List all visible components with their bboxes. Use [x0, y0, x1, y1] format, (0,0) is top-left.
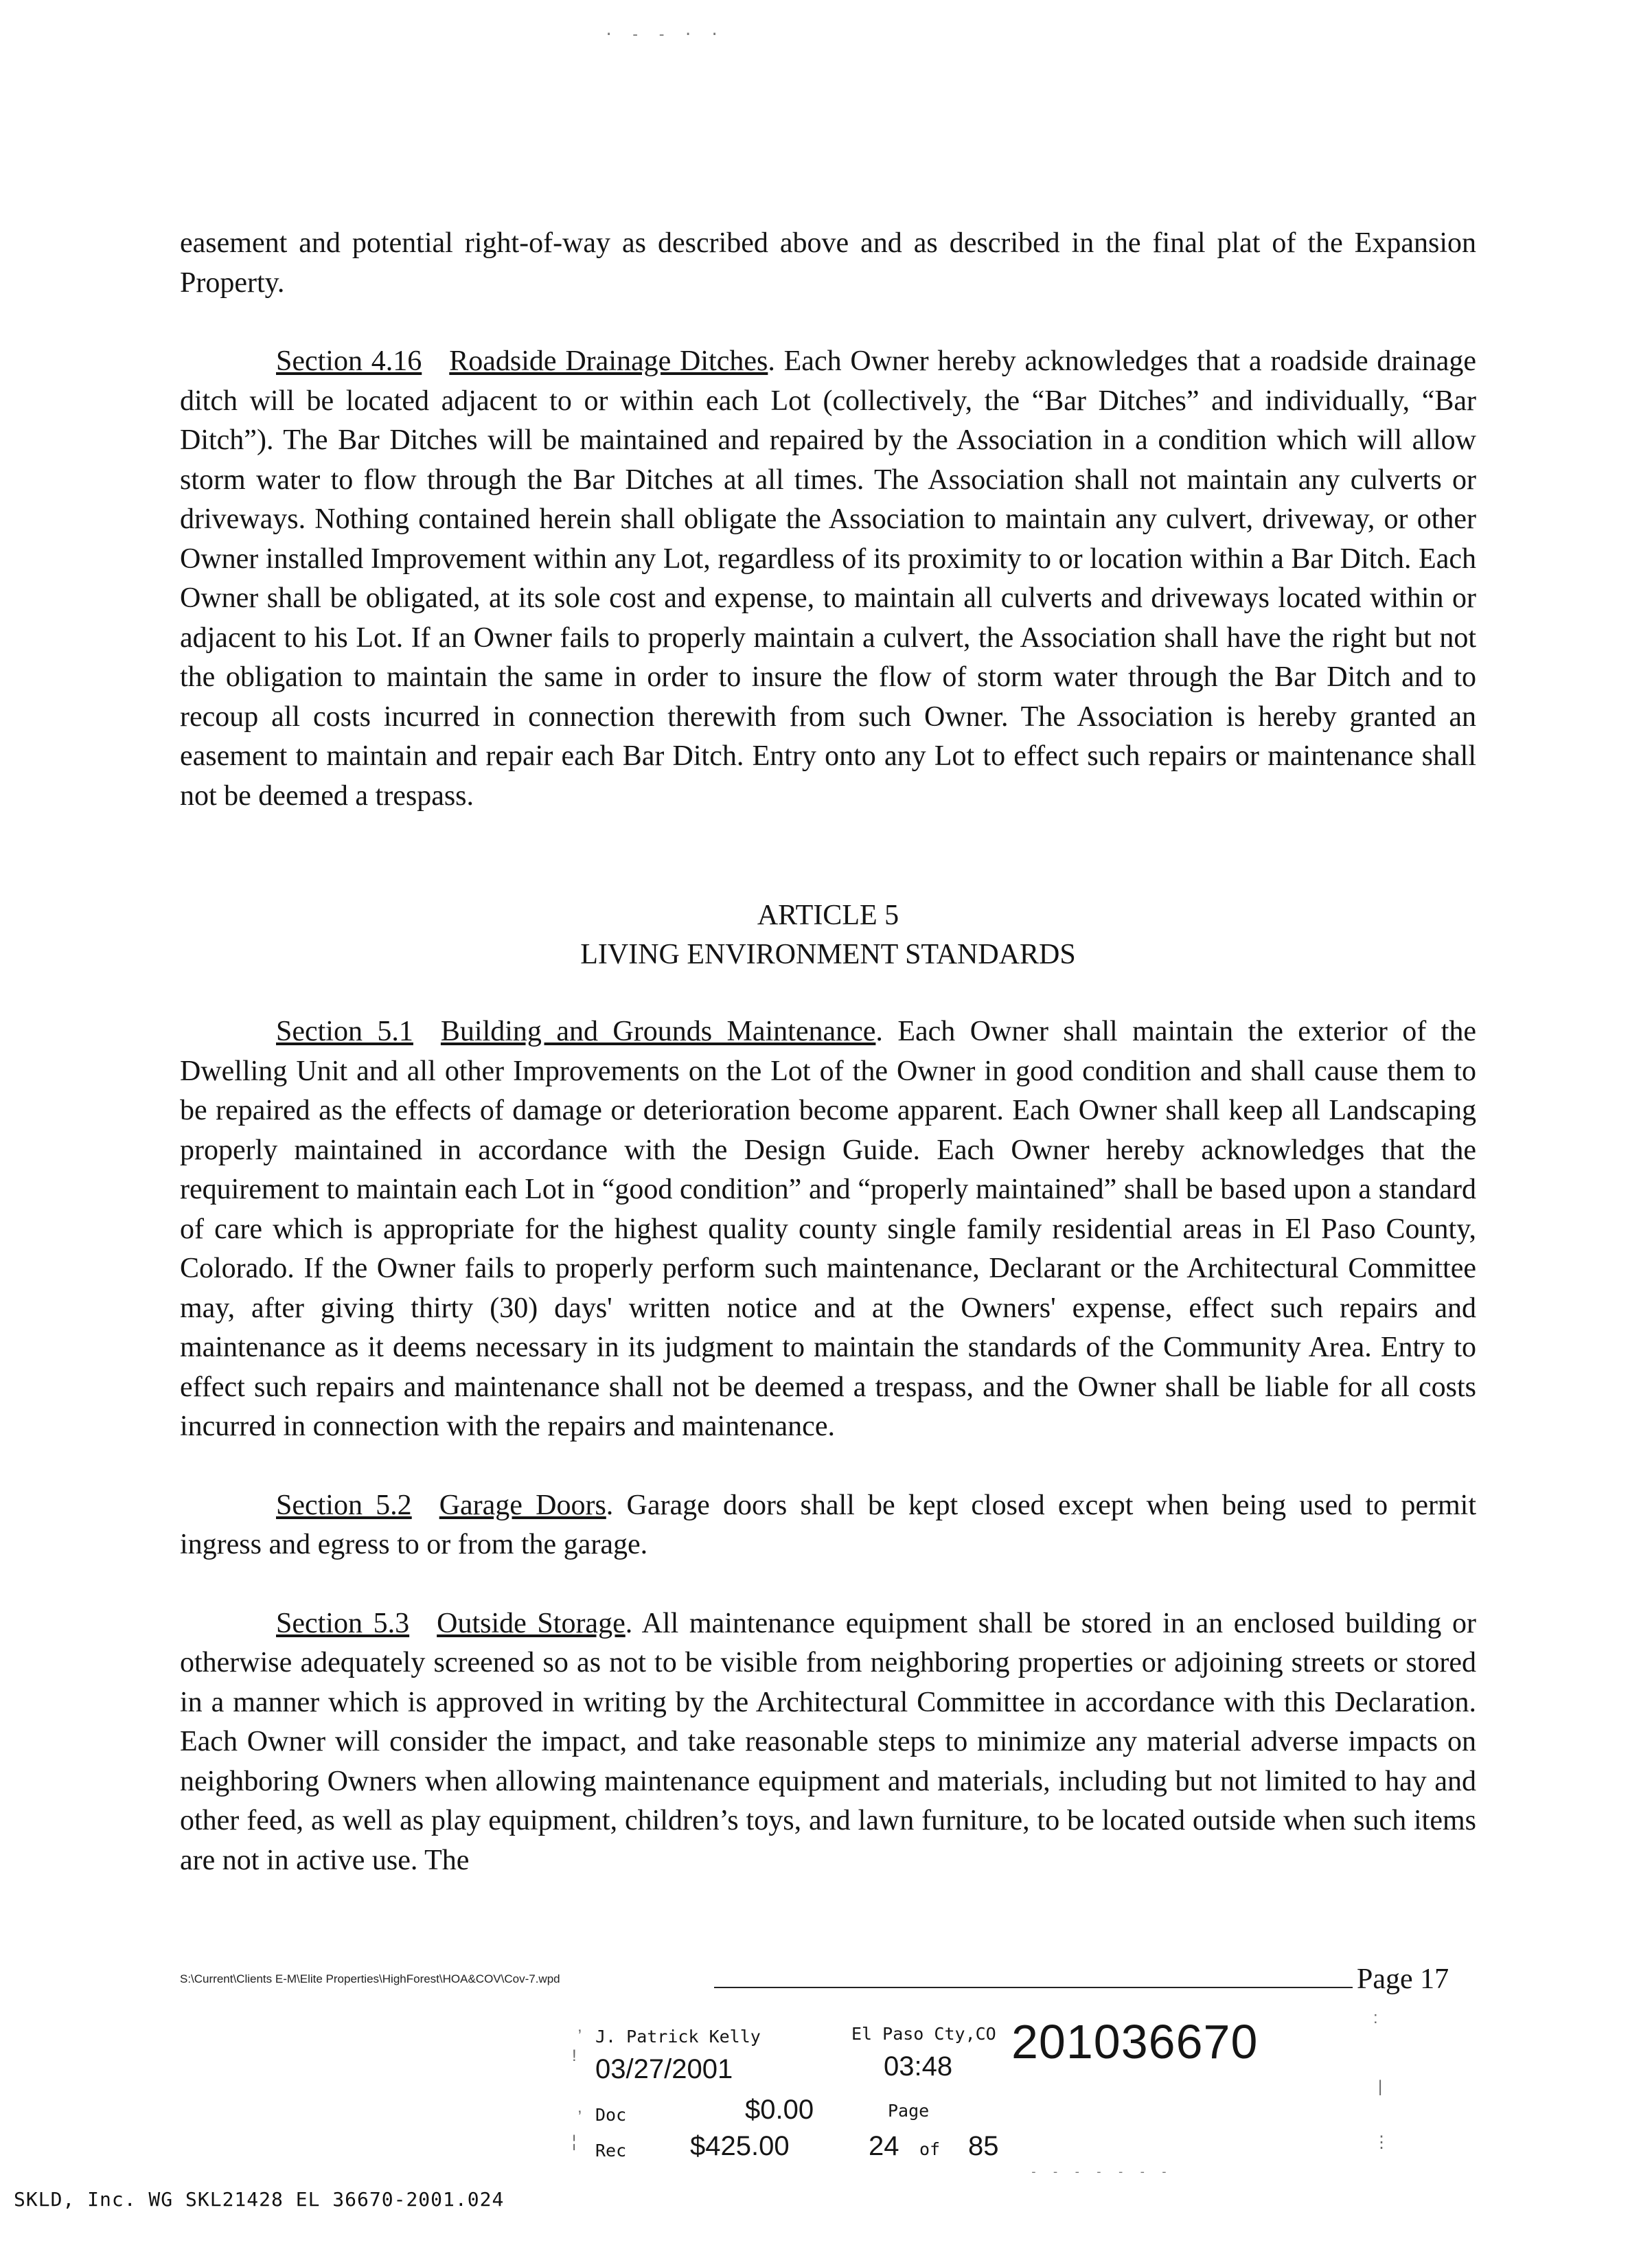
footer-rule — [714, 1987, 1353, 1988]
section-5-3-title: Outside Storage — [437, 1607, 626, 1639]
section-4-16-number: Section 4.16 — [276, 345, 422, 377]
section-5-1-number: Section 5.1 — [276, 1016, 413, 1047]
section-5-3-number: Section 5.3 — [276, 1607, 410, 1639]
section-4-16-title: Roadside Drainage Ditches — [449, 345, 768, 377]
stamp-bar-4: ¦ — [572, 2132, 577, 2151]
section-5-1-paragraph: Section 5.1 Building and Grounds Maintenance. Each Owner shall maintain the exterior of the Dwelling Unit and all other Improvements on the Lot of the Owner in good condition and shall cause them to be repaired as the effects of damage or deterioration become apparent. Each Owner shall keep all Landscaping properly maintained in accordance with the Design Guide. Each Owner hereby acknowledges that the requirement to maintain each Lot in “good condition” and “properly maintained” shall be based upon a standard of care which is appropriate for the highest quality county single family residential areas in El Paso County, Colorado. If the Owner fails to properly perform such maintenance, Declarant or the Architectural Committee may, after giving thirty (30) days' written notice and at the Owners' expense, effect such repairs and maintenance as it deems necessary in its judgment to maintain the standards of the Community Area. Entry to effect such repairs and maintenance shall not be deemed a trespass, and the Owner shall be liable for all costs incurred in connection with the repairs and maintenance. — [180, 1016, 1477, 1442]
body-upper — [180, 224, 1476, 816]
stamp-rec-fee: $425.00 — [690, 2131, 790, 2161]
stamp-doc-fee: $0.00 — [745, 2095, 814, 2125]
footer-file-path: S:\Current\Clients E-M\Elite Properties\HighForest\HOA&COV\Cov-7.wpd — [180, 1972, 560, 1985]
section-5-3-text: All maintenance equipment shall be stored in an enclosed building or otherwise adequately screened so as not to be visible from neighboring properties or adjoining streets or stored in a manner which is approved in writing by the Architectural Committee in accordance with this Declaration. Each Owner will consider the impact, and take reasonable steps to minimize any material adverse impacts on neighboring Owners when allowing maintenance equipment and materials, including but not limited to hay and other feed, as well as play equipment, children’s toys, and lawn furniture, to be located outside when such items are not in active use. The — [180, 1607, 1477, 1876]
header-marks: · - - · · — [604, 26, 724, 43]
continuation-paragraph: easement and potential right-of-way as described above and as described in the final plat of the Expansion Property. — [180, 227, 1476, 299]
stamp-page-label: Page — [888, 2101, 930, 2121]
article-title: LIVING ENVIRONMENT STANDARDS — [580, 939, 1076, 970]
stamp-bar-5: : — [1373, 2009, 1378, 2027]
stamp-rec-label: Rec — [595, 2141, 627, 2161]
section-5-2-text: Garage doors shall be kept closed except when being used to permit ingress and egress to or from the garage. — [180, 1489, 1476, 1560]
section-5-2-paragraph: Section 5.2 Garage Doors. Garage doors shall be kept closed except when being used to permit ingress and egress to or from the garage. — [180, 1489, 1476, 1560]
stamp-page-total: 85 — [968, 2131, 999, 2161]
stamp-date: 03/27/2001 — [595, 2054, 733, 2084]
document-identifier: SKLD, Inc. WG SKL21428 EL 36670-2001.024 — [14, 2188, 505, 2211]
stamp-bar-3: , — [577, 2098, 582, 2117]
article-heading — [180, 896, 1476, 975]
section-5-2-title: Garage Doors — [439, 1489, 606, 1521]
section-5-1-title: Building and Grounds Maintenance — [440, 1016, 876, 1047]
body-lower — [180, 1012, 1476, 1880]
recording-stamp — [572, 2009, 1397, 2174]
section-4-16-text: Each Owner hereby acknowledges that a roadside drainage ditch will be located adjacent to or within each Lot (collectively, the “Bar Ditches” and individually, “Bar Ditch”). The Bar Ditches will be maintained and repaired by the Association in a condition which will allow storm water to flow through the Bar Ditches at all times. The Association shall not maintain any culverts or driveways. Nothing contained herein shall obligate the Association to maintain any culvert, driveway, or other Owner installed Improvement within any Lot, regardless of its proximity to or location within a Bar Ditch. Each Owner shall be obligated, at its sole cost and expense, to maintain all culverts and driveways located within or adjacent to his Lot. If an Owner fails to properly maintain a culvert, the Association shall have the right but not the obligation to maintain the same in order to insure the flow of storm water through the Bar Ditch and to recoup all costs incurred in connection therewith from such Owner. The Association is hereby granted an easement to maintain and repair each Bar Ditch. Entry onto any Lot to effect such repairs or maintenance shall not be deemed a trespass. — [180, 345, 1476, 812]
article-number: ARTICLE 5 — [757, 900, 899, 931]
stamp-bar-7: ⋮ — [1373, 2133, 1390, 2152]
stamp-doc-label: Doc — [595, 2105, 627, 2125]
stamp-recorder: J. Patrick Kelly — [595, 2027, 761, 2047]
stamp-page-current: 24 — [869, 2131, 899, 2161]
stamp-time: 03:48 — [884, 2051, 953, 2082]
stamp-county: El Paso Cty,CO — [851, 2024, 996, 2044]
stamp-reception-number: 201036670 — [1011, 2015, 1259, 2069]
stamp-of-label: of — [919, 2139, 941, 2159]
page-number: Page 17 — [1357, 1963, 1449, 1995]
section-5-1-text: Each Owner shall maintain the exterior of the Dwelling Unit and all other Improvements on the Lot of the Owner in good condition and shall cause them to be repaired as the effects of damage or deterioration become apparent. Each Owner shall keep all Landscaping properly maintained in accordance with the Design Guide. Each Owner hereby acknowledges that the requirement to maintain each Lot in “good condition” and “properly maintained” shall be based upon a standard of care which is appropriate for the highest quality county single family residential areas in El Paso County, Colorado. If the Owner fails to properly perform such maintenance, Declarant or the Architectural Committee may, after giving thirty (30) days' written notice and at the Owners' expense, effect such repairs and maintenance as it deems necessary in its judgment to maintain the standards of the Community Area. Entry to effect such repairs and maintenance shall not be deemed a trespass, and the Owner shall be liable for all costs incurred in connection with the repairs and maintenance. — [180, 1016, 1477, 1442]
section-5-2-number: Section 5.2 — [276, 1489, 412, 1521]
scan-dashes: - - - - - - - — [1030, 2165, 1171, 2179]
section-5-3-paragraph: Section 5.3 Outside Storage. All maintenance equipment shall be stored in an enclosed building or otherwise adequately screened so as not to be visible from neighboring properties or adjoining streets or stored in a manner which is approved in writing by the Architectural Committee in accordance with this Declaration. Each Owner will consider the impact, and take reasonable steps to minimize any material adverse impacts on neighboring Owners when allowing maintenance equipment and materials, including but not limited to hay and other feed, as well as play equipment, children’s toys, and lawn furniture, to be located outside when such items are not in active use. The — [180, 1607, 1477, 1876]
stamp-bar-2: ! — [572, 2047, 577, 2065]
section-4-16-paragraph: Section 4.16 Roadside Drainage Ditches. Each Owner hereby acknowledges that a roadside drainage ditch will be located adjacent to or within each Lot (collectively, the “Bar Ditches” and individually, “Bar Ditch”). The Bar Ditches will be maintained and repaired by the Association in a condition which will allow storm water to flow through the Bar Ditches at all times. The Association shall not maintain any culverts or driveways. Nothing contained herein shall obligate the Association to maintain any culvert, driveway, or other Owner installed Improvement within any Lot, regardless of its proximity to or location within a Bar Ditch. Each Owner shall be obligated, at its sole cost and expense, to maintain all culverts and driveways located within or adjacent to his Lot. If an Owner fails to properly maintain a culvert, the Association shall have the right but not the obligation to maintain the same in order to insure the flow of storm water through the Bar Ditch and to recoup all costs incurred in connection therewith from such Owner. The Association is hereby granted an easement to maintain and repair each Bar Ditch. Entry onto any Lot to effect such repairs or maintenance shall not be deemed a trespass. — [180, 345, 1476, 812]
stamp-bar-6: | — [1378, 2077, 1383, 2096]
stamp-bar-1: , — [577, 2017, 582, 2036]
